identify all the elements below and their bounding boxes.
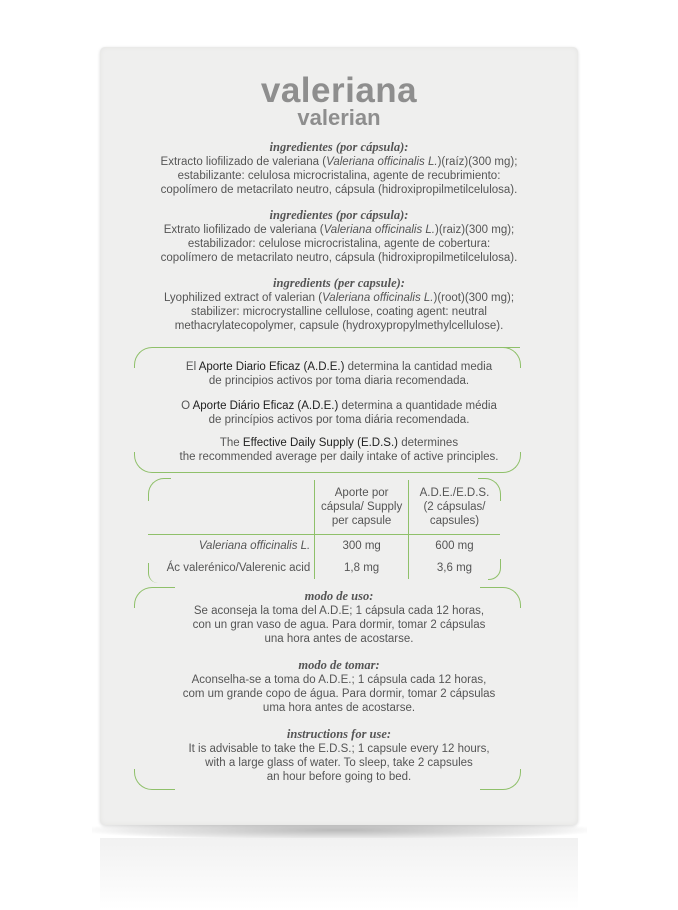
header-daily: A.D.E./E.D.S. (2 cápsulas/ capsules) — [419, 487, 490, 527]
usage-line: una hora antes de acostarse. — [264, 633, 414, 645]
usage-en — [100, 726, 578, 784]
usage-line: an hour before going to bed. — [266, 771, 412, 783]
ingredients-line: copolímero de metacrilato neutro, cápsula (hidroxipropilmetilcelulosa). — [160, 252, 518, 264]
ingredients-line: copolímero de metacrilato neutro, cápsula (hidroxipropilmetilcelulosa). — [160, 184, 518, 196]
table-row — [148, 557, 500, 579]
usage-line: con un gran vaso de agua. Para dormir, tomar 2 cápsulas — [192, 619, 486, 631]
row-label: Ác valerénico/Valerenic acid — [166, 562, 311, 574]
usage-heading: modo de uso: — [304, 589, 374, 603]
ingredients-es — [100, 139, 578, 197]
table-row — [148, 535, 500, 558]
ingredients-line: methacrylatecopolymer, capsule (hydroxypropylmethylcellulose). — [174, 320, 504, 332]
usage-line: It is advisable to take the E.D.S.; 1 capsule every 12 hours, — [188, 743, 490, 755]
nutrition-table — [148, 480, 500, 579]
ingredients-en — [100, 275, 578, 333]
usage-pt — [100, 657, 578, 715]
header-per-capsule: Aporte por cápsula/ Supply per capsule — [315, 480, 409, 535]
row-per-capsule: 1,8 mg — [315, 557, 409, 579]
usage-line: Aconselha-se a toma do A.D.E.; 1 cápsula cada 12 horas, — [191, 674, 487, 686]
ingredients-heading: ingredientes (por cápsula): — [269, 208, 409, 222]
ingredients-heading: ingredientes (por cápsula): — [269, 140, 409, 154]
usage-line: uma hora antes de acostarse. — [262, 702, 416, 714]
row-daily: 600 mg — [408, 535, 500, 558]
usage-heading: modo de tomar: — [298, 658, 380, 672]
row-daily: 3,6 mg — [436, 562, 473, 574]
ingredients-line: estabilizador: celulose microcristalina, agente de cobertura: — [187, 238, 491, 250]
ingredients-line: Extracto liofilizado de valeriana (Valeriana officinalis L.)(raíz)(300 mg); — [160, 156, 518, 168]
ade-en: The Effective Daily Supply (E.D.S.) determines the recommended average per daily intake of active principles. — [179, 437, 499, 463]
row-per-capsule: 300 mg — [315, 535, 409, 558]
usage-es — [100, 588, 578, 646]
product-subtitle: valerian — [297, 105, 381, 130]
ingredients-line: Extrato liofilizado de valeriana (Valeriana officinalis L.)(raiz)(300 mg); — [163, 224, 515, 236]
table-header-row — [148, 480, 500, 535]
ade-term: Effective Daily Supply (E.D.S.) — [242, 437, 398, 449]
ade-term: Aporte Diario Eficaz (A.D.E.) — [198, 361, 345, 373]
ade-pt: O Aporte Diário Eficaz (A.D.E.) determina a quantidade média de princípios activos por toma diária recomendada. — [181, 400, 497, 426]
row-label: Valeriana officinalis L. — [148, 535, 315, 558]
ade-es: El Aporte Diario Eficaz (A.D.E.) determina la cantidad media de principios activos por toma diaria recomendada. — [185, 361, 493, 387]
usage-line: Se aconseja la toma del A.D.E; 1 cápsula cada 12 horas, — [193, 605, 485, 617]
usage-line: com um grande copo de água. Para dormir, tomar 2 cápsulas — [182, 688, 496, 700]
product-title: valeriana — [260, 71, 418, 110]
ingredients-line: Lyophilized extract of valerian (Valeriana officinalis L.)(root)(300 mg); — [163, 292, 515, 304]
package-reflection — [100, 838, 578, 910]
usage-line: with a large glass of water. To sleep, take 2 capsules — [205, 757, 473, 769]
package-back-panel — [100, 47, 578, 825]
ingredients-pt — [100, 207, 578, 265]
usage-heading: instructions for use: — [286, 727, 392, 741]
ade-term: Aporte Diário Eficaz (A.D.E.) — [192, 400, 339, 412]
ingredients-line: estabilizante: celulosa microcristalina, agente de recubrimiento: — [177, 170, 501, 182]
ingredients-line: stabilizer: microcrystalline cellulose, coating agent: neutral — [191, 306, 487, 318]
ingredients-heading: ingredients (per capsule): — [273, 276, 405, 290]
